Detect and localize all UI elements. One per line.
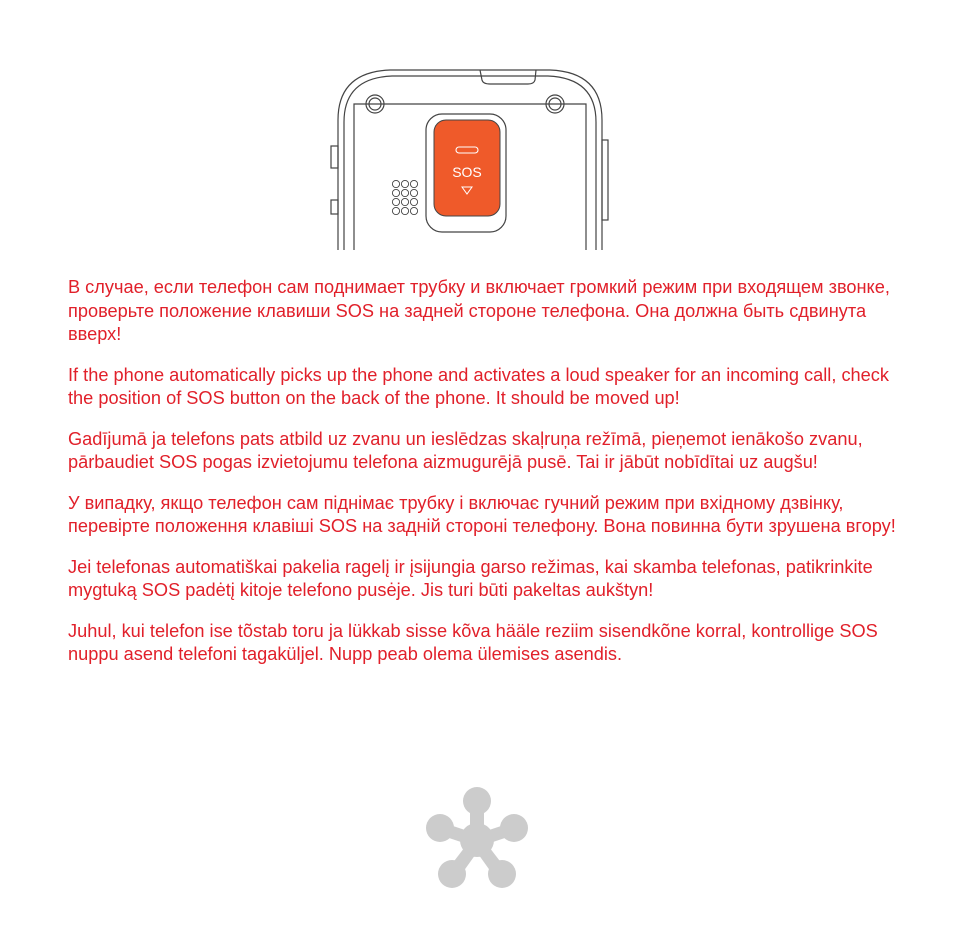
instruction-english: If the phone automatically picks up the phone and activates a loud speaker for an incoming call, check the position of SOS button on the back of the phone. It should be moved up! [68, 364, 889, 408]
instruction-latvian: Gadījumā ja telefons pats atbild uz zvanu un ieslēdzas skaļruņa režīmā, pieņemot ienākošo zvanu, pārbaudiet SOS pogas izvietojumu telefona aizmugurējā pusē. Tai ir jābūt nobīdītai uz augšu! [68, 428, 863, 472]
instruction-estonian: Juhul, kui telefon ise tõstab toru ja lükkab sisse kõva hääle reziim sisendkõne korral, kontrollige SOS nuppu asend telefoni tagaküljel. Nupp peab olema ülemises asendis. [68, 620, 878, 664]
sos-label: SOS [452, 164, 482, 180]
sos-button-illustration [434, 120, 500, 216]
flower-logo-icon [422, 785, 532, 895]
instructions [68, 276, 898, 684]
instruction-russian: В случае, если телефон сам поднимает трубку и включает громкий режим при входящем звонке, проверьте положение клавиши SOS на задней стороне телефона. Она должна быть сдвинута вверх! [68, 277, 890, 344]
phone-back-illustration [330, 60, 610, 250]
instruction-lithuanian: Jei telefonas automatiškai pakelia ragelį ir įsijungia garso režimas, kai skamba telefonas, patikrinkite mygtuką SOS padėtį kitoje telefono pusėje. Jis turi būti pakeltas aukštyn! [68, 556, 873, 600]
instruction-ukrainian: У випадку, якщо телефон сам піднімає трубку і включає гучний режим при вхідному дзвінку, перевірте положення клавіші SOS на задній стороні телефону. Вона повинна бути зрушена вгору! [68, 492, 896, 536]
